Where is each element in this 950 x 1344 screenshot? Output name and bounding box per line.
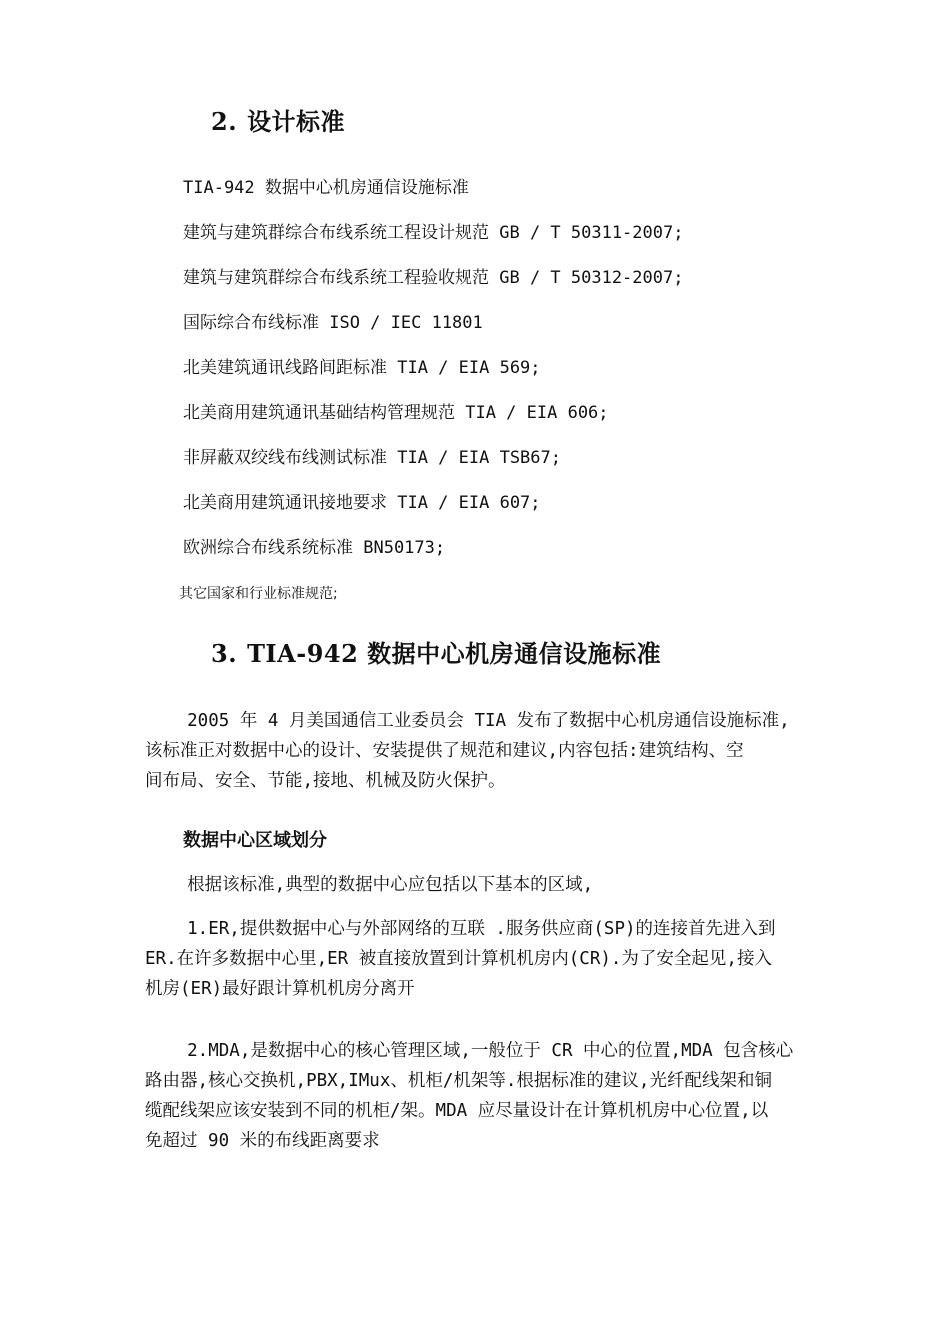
mda-paragraph (145, 1036, 825, 1156)
standards-list (183, 174, 683, 579)
er-paragraph (145, 914, 825, 1004)
standard-item: 北美商用建筑通讯接地要求 TIA / EIA 607; (183, 493, 541, 513)
standard-item: 建筑与建筑群综合布线系统工程设计规范 GB / T 50311-2007; (183, 223, 684, 243)
section-3-number: 3. (211, 639, 238, 668)
standard-item: TIA-942 数据中心机房通信设施标准 (183, 178, 469, 198)
paragraph-line: 该标准正对数据中心的设计、安装提供了规范和建议,内容包括:建筑结构、空 (145, 741, 744, 761)
paragraph-line: 1.ER,提供数据中心与外部网络的互联 .服务供应商(SP)的连接首先进入到 (145, 919, 776, 939)
paragraph-line: ER.在许多数据中心里,ER 被直接放置到计算机机房内(CR).为了安全起见,接入 (145, 949, 772, 969)
paragraph-line: 根据该标准,典型的数据中心应包括以下基本的区域, (145, 875, 594, 895)
zone-division-subheading: 数据中心区域划分 (183, 830, 327, 851)
lead-paragraph (145, 870, 825, 900)
section-2-number: 2. (211, 107, 238, 136)
standard-item: 建筑与建筑群综合布线系统工程验收规范 GB / T 50312-2007; (183, 268, 684, 288)
paragraph-line: 2005 年 4 月美国通信工业委员会 TIA 发布了数据中心机房通信设施标准, (145, 711, 790, 731)
paragraph-line: 缆配线架应该安装到不同的机柜/架。MDA 应尽量设计在计算机机房中心位置,以 (145, 1101, 769, 1121)
section-3-title: TIA-942 数据中心机房通信设施标准 (247, 639, 662, 668)
paragraph-line: 2.MDA,是数据中心的核心管理区域,一般位于 CR 中心的位置,MDA 包含核心 (145, 1041, 794, 1061)
paragraph-line: 间布局、安全、节能,接地、机械及防火保护。 (145, 771, 506, 791)
standard-item: 北美建筑通讯线路间距标准 TIA / EIA 569; (183, 358, 541, 378)
paragraph-line: 机房(ER)最好跟计算机机房分离开 (145, 979, 415, 999)
intro-paragraph (145, 706, 825, 796)
paragraph-line: 路由器,核心交换机,PBX,IMux、机柜/机架等.根据标准的建议,光纤配线架和铜 (145, 1071, 772, 1091)
standard-item: 国际综合布线标准 ISO / IEC 11801 (183, 313, 483, 333)
section-2-heading (211, 102, 345, 137)
standard-item: 欧洲综合布线系统标准 BN50173; (183, 538, 446, 558)
standards-note: 其它国家和行业标准规范; (179, 586, 338, 602)
section-3-heading (211, 634, 661, 669)
paragraph-line: 免超过 90 米的布线距离要求 (145, 1131, 380, 1151)
section-2-title: 设计标准 (247, 107, 346, 136)
standard-item: 非屏蔽双绞线布线测试标准 TIA / EIA TSB67; (183, 448, 561, 468)
standard-item: 北美商用建筑通讯基础结构管理规范 TIA / EIA 606; (183, 403, 609, 423)
